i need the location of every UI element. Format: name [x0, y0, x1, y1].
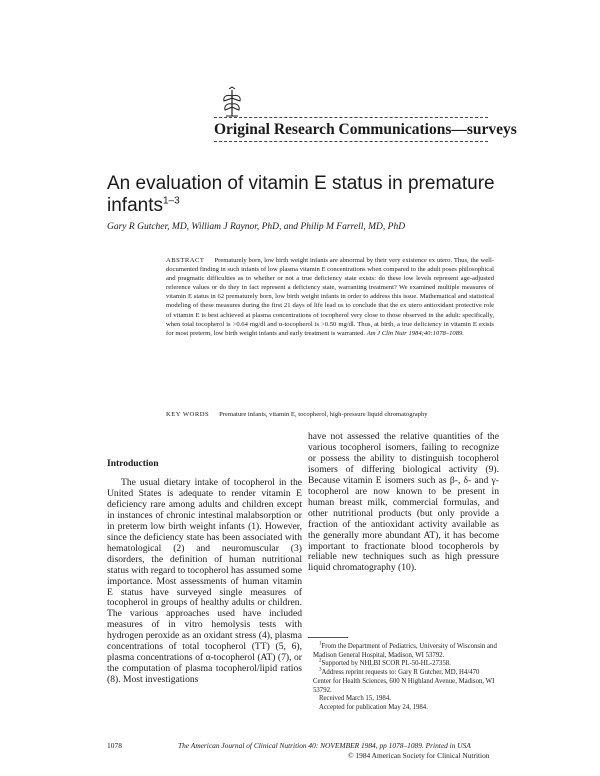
footnote-text: Received March 15, 1984. — [319, 695, 391, 703]
key-words-text: Premature infants, vitamin E, tocopherol, high-pressure liquid chromatography — [219, 411, 428, 418]
key-words — [166, 410, 494, 419]
article-title — [107, 173, 507, 217]
footnote — [313, 669, 499, 695]
footnote-text: Address reprint requests to: Gary R Gutcher, MD, H4/470 Center for Health Sciences, 600 N Highland Avenue, Madison, WI 53792. — [313, 669, 495, 694]
footnote — [313, 660, 499, 669]
section-heading-introduction: Introduction — [107, 459, 159, 469]
series-heading: Original Research Communications—surveys — [214, 121, 517, 138]
journal-citation-line: The American Journal of Clinical Nutrition 40: NOVEMBER 1984, pp 1078–1089. Printed in USA — [178, 741, 471, 750]
footnote-text: Accepted for publication May 24, 1984. — [319, 703, 428, 711]
header-rule-top — [214, 117, 488, 118]
journal-logo-icon — [217, 86, 247, 120]
footnote-text: From the Department of Pediatrics, University of Wisconsin and Madison General Hospital, Madison, WI 53792. — [313, 643, 497, 659]
footnote-mark: 2 — [319, 659, 322, 665]
article-title-text: An evaluation of vitamin E status in premature infants — [107, 173, 495, 216]
abstract — [166, 256, 494, 338]
key-words-label: KEY WORDS — [166, 411, 210, 418]
abstract-label: ABSTRACT — [166, 257, 205, 264]
footnote — [313, 695, 499, 704]
body-text-right-column: have not assessed the relative quantities of the various tocopherol isomers, failing to recognize or possess the ability to distinguish tocopherol isomers of differing biological activity (9). Because vitamin E isomers such as β-, δ- and γ-tocopherol are now known to be present in human breast milk, commercial formulas, and other nutritional products (but only provide a fraction of the antioxidant activity available as the generally more abundant AT), it has become important to fractionate blood tocopherols by reliable new techniques such as high pressure liquid chromatography (10). — [308, 431, 499, 574]
title-footnote-marks: 1–3 — [162, 195, 180, 207]
body-text-left-column: The usual dietary intake of tocopherol in the United States is adequate to render vitamin E deficiency rare among adults and children except in instances of chronic intestinal malabsorption or in preterm low birth weight infants (1). However, since the deficiency state has been associated with hematological (2) and neuromuscular (3) disorders, the definition of human nutritional status with regard to tocopherol has assumed some importance. Most assessments of human vitamin E status have surveyed single measures of tocopherol in groups of healthy adults or children. The various approaches used have included measures of in vitro hemolysis tests with hydrogen peroxide as an oxidant stress (4), plasma concentrations of total tocopherol (TT) (5, 6), plasma concentrations of α-tocopherol (AT) (7), or the computation of plasma tocopherol/lipid ratios (8). Most investigations — [107, 477, 302, 686]
footnotes — [313, 643, 499, 713]
page-number: 1078 — [107, 741, 122, 750]
copyright-line: © 1984 American Society for Clinical Nutrition — [348, 751, 490, 760]
footnote-text: Supported by NHLBI SCOR PL-50-HL-27358. — [321, 660, 451, 668]
header-rule-bottom — [214, 141, 488, 142]
footnote-rule — [308, 637, 348, 638]
abstract-citation: Am J Clin Nutr 1984;40:1078–1089. — [366, 329, 464, 337]
footnote-mark: 3 — [319, 667, 322, 673]
footnote — [313, 643, 499, 660]
footnote-mark: 1 — [319, 641, 322, 647]
footnote — [313, 704, 499, 713]
author-list: Gary R Gutcher, MD, William J Raynor, PhD, and Philip M Farrell, MD, PhD — [107, 222, 406, 232]
abstract-text: Prematurely born, low birth weight infants are abnormal by their very existence ex utero. Thus, the well-documented finding in such infants of low plasma vitamin E concentrations when compared to the adult poses philosophical and pragmatic difficulties as to whether or not a true deficiency state exists: do these low levels represent age-adjusted reference values or do they in fact represent a deficiency state, warranting treatment? We examined multiple measures of vitamin E status in 62 prematurely born, low birth weight infants in order to address this issue. Mathematical and statistical modeling of these measures during the first 21 days of life lead us to conclude that the ex utero antioxidant protective role of vitamin E is best achieved at plasma concentrations of tocopherol very close to those observed in the adult: specifically, when total tocopherol is >0.64 mg/dl and α-tocopherol is >0.50 mg/dl. Thus, at birth, a true deficiency in vitamin E exists for most preterm, low birth weight infants and early treatment is warranted. — [166, 257, 494, 337]
